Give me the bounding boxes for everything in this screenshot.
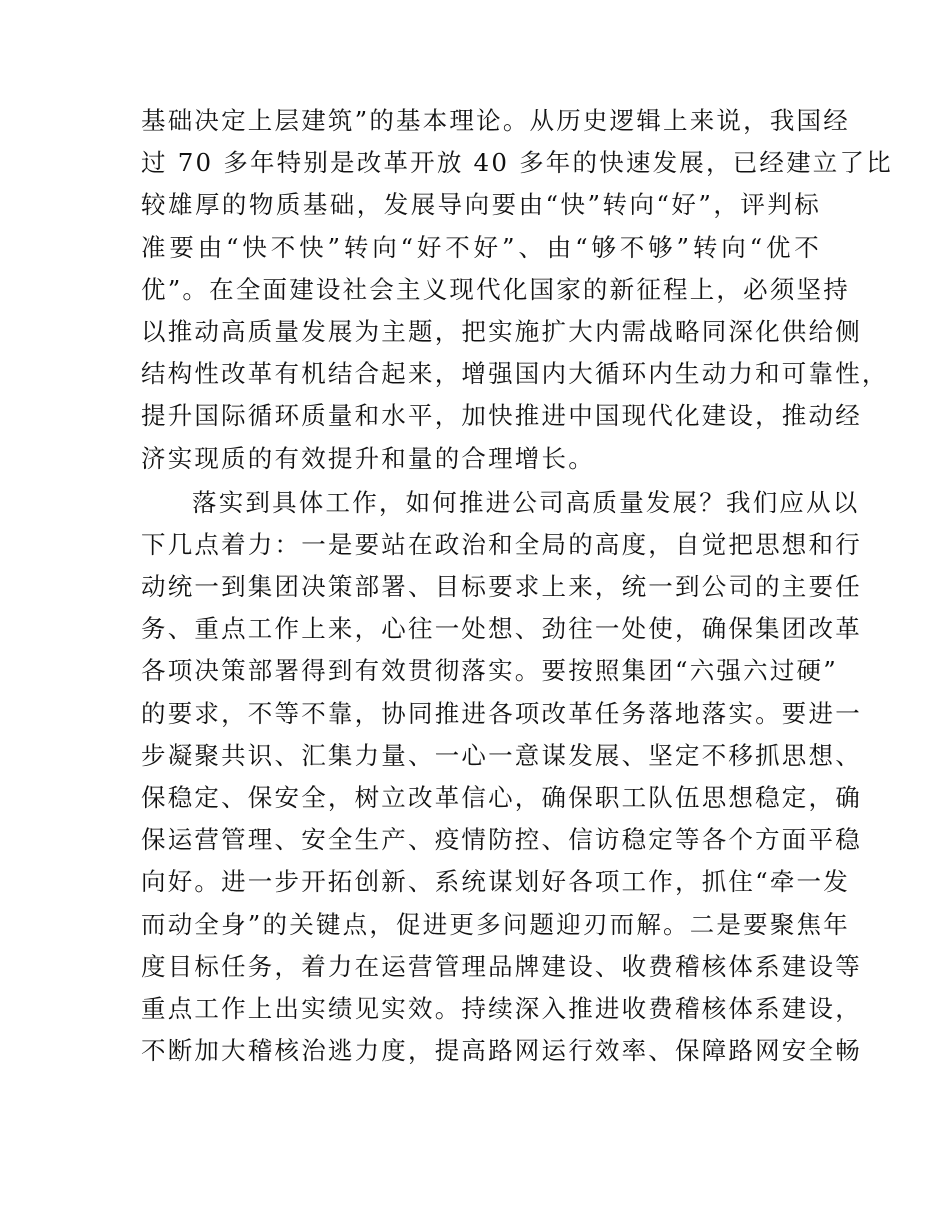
text-line: 基础决定上层建筑”的基本理论。从历史逻辑上来说，我国经 xyxy=(141,106,850,135)
text-line: 保稳定、保安全，树立改革信心，确保职工队伍思想稳定，确 xyxy=(141,783,862,812)
paragraph-1 xyxy=(141,100,893,480)
text-line: 的要求，不等不靠，协同推进各项改革任务落地落实。要进一 xyxy=(141,698,862,728)
text-line: 保运营管理、安全生产、疫情防控、信访稳定等各个方面平稳 xyxy=(141,825,862,855)
paragraph-2 xyxy=(141,482,862,1073)
text-line: 准要由“快不快”转向“好不好”、由“够不够”转向“优不 xyxy=(141,232,821,262)
body-text xyxy=(141,100,893,1072)
text-line: 而动全身”的关键点，促进更多问题迎刃而解。二是要聚焦年 xyxy=(141,909,850,939)
text-line: 结构性改革有机结合起来，增强国内大循环内生动力和可靠性， xyxy=(141,359,889,389)
text-line: 步凝聚共识、汇集力量、一心一意谋发展、坚定不移抓思想、 xyxy=(141,740,862,770)
text-line: 重点工作上出实绩见实效。持续深入推进收费稽核体系建设， xyxy=(141,993,862,1023)
text-line: 落实到具体工作，如何推进公司高质量发展？我们应从以 xyxy=(192,487,860,517)
text-line: 下几点着力：一是要站在政治和全局的高度，自觉把思想和行 xyxy=(141,529,862,559)
text-line: 以推动高质量发展为主题，把实施扩大内需战略同深化供给侧 xyxy=(141,316,862,346)
text-line: 济实现质的有效提升和量的合理增长。 xyxy=(141,443,595,473)
text-line: 务、重点工作上来，心往一处想、劲往一处使，确保集团改革 xyxy=(141,614,862,644)
text-line: 过 70 多年特别是改革开放 40 多年的快速发展，已经建立了比 xyxy=(141,148,893,178)
text-line: 较雄厚的物质基础，发展导向要由“快”转向“好”，评判标 xyxy=(141,190,821,220)
text-line: 提升国际循环质量和水平，加快推进中国现代化建设，推动经 xyxy=(141,401,862,431)
text-line: 度目标任务，着力在运营管理品牌建设、收费稽核体系建设等 xyxy=(141,951,862,981)
text-line: 向好。进一步开拓创新、系统谋划好各项工作，抓住“牵一发 xyxy=(141,867,850,897)
text-line: 动统一到集团决策部署、目标要求上来，统一到公司的主要任 xyxy=(141,572,862,602)
text-line: 不断加大稽核治逃力度，提高路网运行效率、保障路网安全畅 xyxy=(141,1036,862,1066)
text-line: 各项决策部署得到有效贯彻落实。要按照集团“六强六过硬” xyxy=(141,656,838,686)
text-line: 优”。在全面建设社会主义现代化国家的新征程上，必须坚持 xyxy=(141,274,850,304)
